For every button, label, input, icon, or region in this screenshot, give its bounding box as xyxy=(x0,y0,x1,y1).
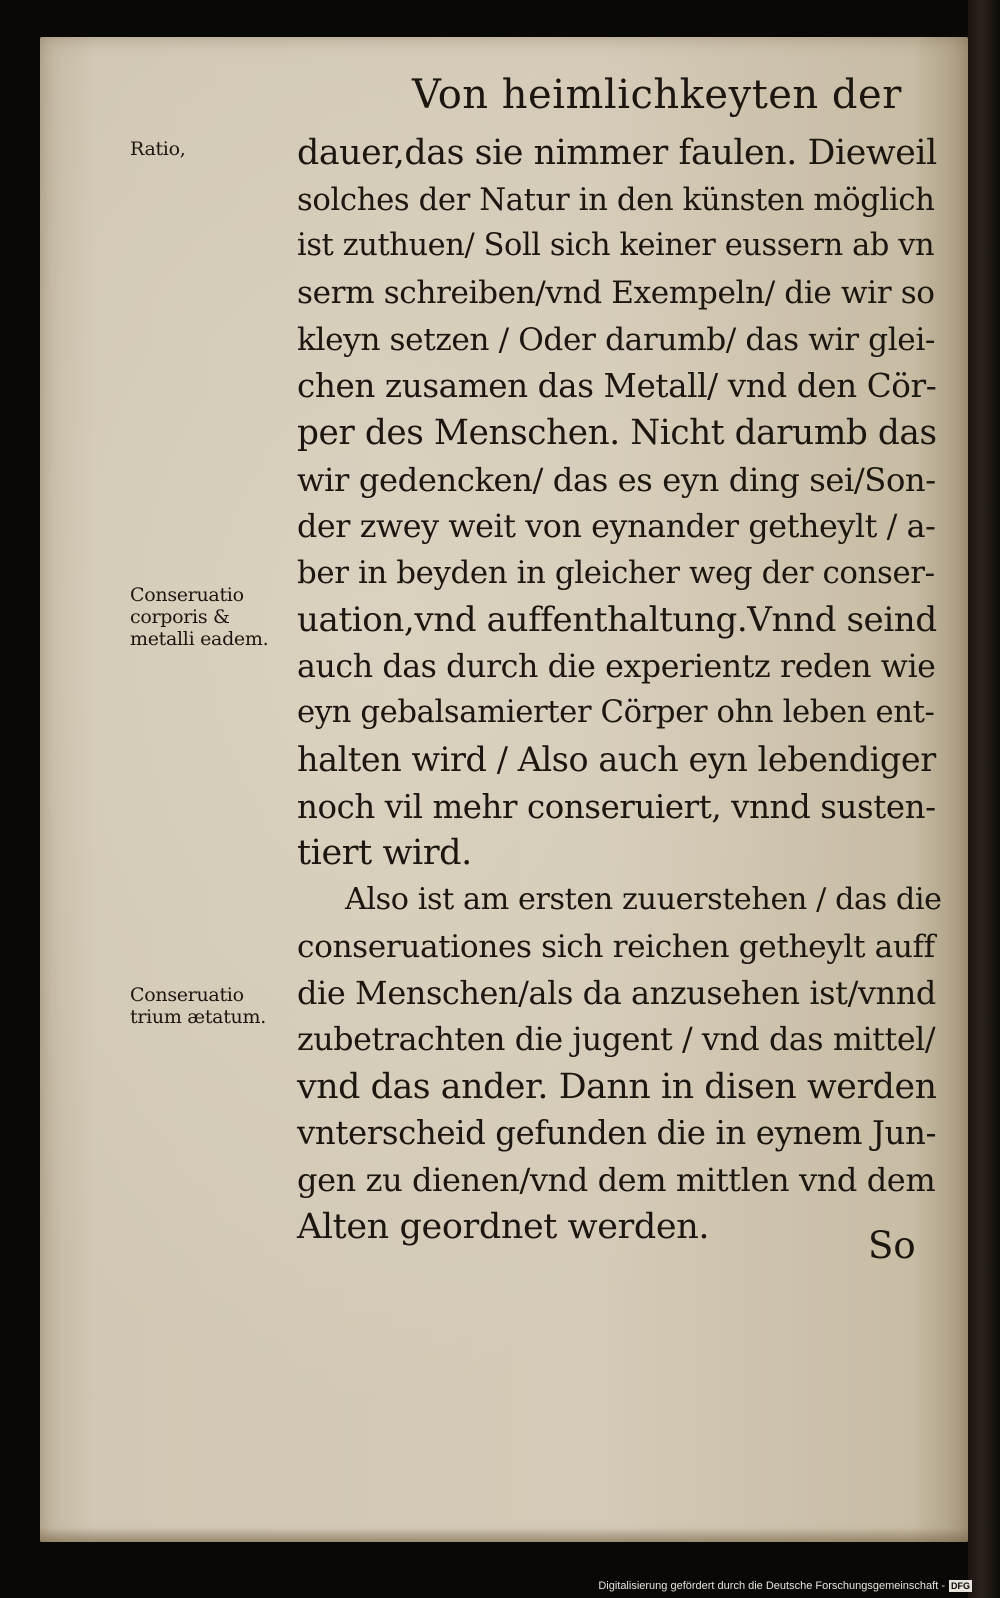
text-line: ber in beyden in gleicher weg der conser- xyxy=(297,555,935,592)
text-line: tiert wird. xyxy=(297,833,472,874)
text-line: uation,vnd auffenthaltung.Vnnd seind xyxy=(297,599,937,640)
text-line: per des Menschen. Nicht darumb das xyxy=(297,413,937,454)
book-page-edge xyxy=(968,0,1000,1598)
margin-note-line: trium ætatum. xyxy=(130,1006,266,1028)
text-line: Alten geordnet werden. xyxy=(297,1206,710,1247)
text-line: dauer,das sie nimmer faulen. Dieweil xyxy=(297,133,937,173)
margin-note-line: Conseruatio xyxy=(130,584,244,606)
text-line: chen zusamen das Metall/ vnd den Cör- xyxy=(297,367,937,406)
text-line: ist zuthuen/ Soll sich keiner eussern ab vn xyxy=(297,228,935,264)
margin-note-line: Ratio, xyxy=(130,138,186,160)
text-line: eyn gebalsamierter Cörper ohn leben ent- xyxy=(297,695,935,731)
margin-note-line: metalli eadem. xyxy=(130,628,269,650)
text-line: vnd das ander. Dann in disen werden xyxy=(297,1066,937,1107)
margin-note-line: Conseruatio xyxy=(130,984,244,1006)
text-line: noch vil mehr conseruiert, vnnd susten- xyxy=(297,787,936,826)
text-line: kleyn setzen / Oder darumb/ das wir glei- xyxy=(297,321,936,358)
running-head: Von heimlichkeyten der xyxy=(412,72,902,118)
text-line: solches der Natur in den künsten möglich xyxy=(297,181,935,218)
body-text xyxy=(297,130,942,1251)
text-line: gen zu dienen/vnd dem mittlen vnd dem xyxy=(297,1161,936,1200)
catchword: So xyxy=(868,1224,916,1267)
footer-text: Digitalisierung gefördert durch die Deutsche Forschungsgemeinschaft - xyxy=(598,1580,945,1592)
dfg-logo: DFG xyxy=(951,1581,970,1591)
footer-credit xyxy=(598,1580,972,1592)
margin-note-line: corporis & xyxy=(130,606,230,628)
margin-note-conseruatio-trium xyxy=(130,984,266,1028)
text-line: halten wird / Also auch eyn lebendiger xyxy=(297,739,936,779)
text-line: die Menschen/als da anzusehen ist/vnnd xyxy=(297,974,936,1013)
text-line: Also ist am ersten zuuerstehen / das die xyxy=(345,882,942,917)
text-line: auch das durch die experientz reden wie xyxy=(297,648,936,685)
text-line: wir gedencken/ das es eyn ding sei/Son- xyxy=(297,460,936,499)
text-line: serm schreiben/vnd Exempeln/ die wir so xyxy=(297,275,935,312)
margin-note-conseruatio-corporis xyxy=(130,584,268,650)
text-line: vnterscheid gefunden die in eynem Jun- xyxy=(297,1114,937,1153)
text-line: zubetrachten die jugent / vnd das mittel/ xyxy=(297,1022,936,1059)
text-line: der zwey weit von eynander getheylt / a- xyxy=(297,508,936,545)
margin-note-ratio xyxy=(130,138,185,160)
text-line: conseruationes sich reichen getheylt auff xyxy=(297,928,935,965)
